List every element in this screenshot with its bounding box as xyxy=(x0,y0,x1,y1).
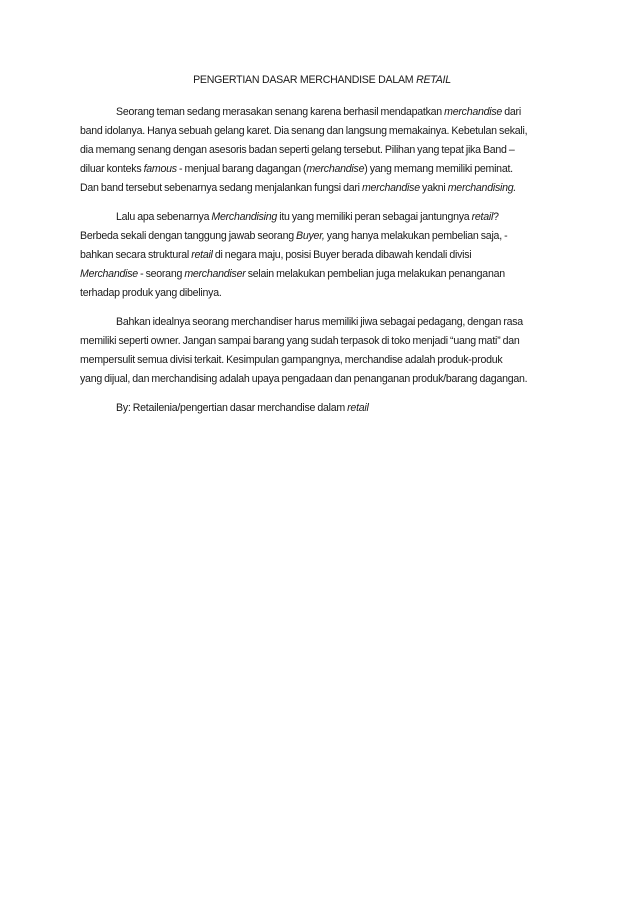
text-run: yang hanya melakukan pembelian saja, - xyxy=(324,230,508,242)
document-title xyxy=(80,71,564,90)
title-italic-text: RETAIL xyxy=(416,74,451,86)
italic-text: Buyer, xyxy=(296,230,325,242)
document-body xyxy=(80,71,564,418)
paragraph-line xyxy=(80,141,564,160)
paragraph-line xyxy=(80,160,564,179)
paragraph-line xyxy=(80,208,564,227)
italic-text: merchandising. xyxy=(447,182,517,194)
paragraph-line xyxy=(80,313,564,332)
italic-text: merchandise xyxy=(361,182,420,194)
text-run: dari xyxy=(502,106,521,118)
text-run: band idolanya. Hanya sebuah gelang karet. Dia senang dan langsung memakainya. Kebetulan sekali, xyxy=(80,125,528,137)
paragraph-line xyxy=(80,351,564,370)
paragraph-line xyxy=(80,370,564,389)
byline-italic-text: retail xyxy=(347,402,369,414)
title-text: PENGERTIAN DASAR MERCHANDISE DALAM xyxy=(193,74,417,86)
text-run: Seorang teman sedang merasakan senang karena berhasil mendapatkan xyxy=(116,106,445,118)
text-run: Berbeda sekali dengan tanggung jawab seorang xyxy=(80,230,297,242)
text-run: ? xyxy=(493,211,499,223)
text-run: itu yang memiliki peran sebagai jantungnya xyxy=(277,211,472,223)
paragraph-line xyxy=(80,103,564,122)
text-run: memiliki seperti owner. Jangan sampai barang yang sudah terpasok di toko menjadi “uang mati” dan xyxy=(80,335,520,347)
paragraph-line xyxy=(80,265,564,284)
text-run: Lalu apa sebenarnya xyxy=(116,211,212,223)
italic-text: famous xyxy=(143,163,177,175)
paragraph-line xyxy=(80,246,564,265)
text-run: dia memang senang dengan asesoris badan seperti gelang tersebut. Pilihan yang tepat jika Band – xyxy=(80,144,515,156)
paragraph-line xyxy=(80,122,564,141)
paragraph-line xyxy=(80,332,564,351)
italic-text: merchandiser xyxy=(184,268,246,280)
italic-text: retail xyxy=(191,249,213,261)
text-run: yang dijual, dan merchandising adalah upaya pengadaan dan penanganan produk/barang dagangan. xyxy=(80,373,528,385)
text-run: - menjual barang dagangan ( xyxy=(176,163,307,175)
text-run: di negara maju, posisi Buyer berada dibawah kendali divisi xyxy=(212,249,472,261)
paragraph-2 xyxy=(80,208,564,303)
text-run: Bahkan idealnya seorang merchandiser harus memiliki jiwa sebagai pedagang, dengan rasa xyxy=(116,316,523,328)
italic-text: Merchandise xyxy=(80,268,138,280)
italic-text: Merchandising xyxy=(211,211,278,223)
text-run: ) yang memang memiliki peminat. xyxy=(364,163,513,175)
text-run: bahkan secara struktural xyxy=(80,249,192,261)
paragraph-line xyxy=(80,179,564,198)
paragraphs-container xyxy=(80,103,564,389)
italic-text: merchandise xyxy=(306,163,365,175)
text-run: - seorang xyxy=(137,268,185,280)
text-run: terhadap produk yang dibelinya. xyxy=(80,287,222,299)
byline-text: By: Retailenia/pengertian dasar merchandise dalam xyxy=(116,402,348,414)
paragraph-line xyxy=(80,284,564,303)
text-run: selain melakukan pembelian juga melakukan penanganan xyxy=(245,268,505,280)
text-run: diluar konteks xyxy=(80,163,144,175)
italic-text: retail xyxy=(471,211,494,223)
paragraph-1 xyxy=(80,103,564,198)
paragraph-line xyxy=(80,227,564,246)
byline xyxy=(80,399,564,418)
text-run: yakni xyxy=(419,182,448,194)
text-run: mempersulit semua divisi terkait. Kesimpulan gampangnya, merchandise adalah produk-produk xyxy=(80,354,503,366)
paragraph-3 xyxy=(80,313,564,389)
italic-text: merchandise xyxy=(444,106,503,118)
text-run: Dan band tersebut sebenarnya sedang menjalankan fungsi dari xyxy=(80,182,362,194)
